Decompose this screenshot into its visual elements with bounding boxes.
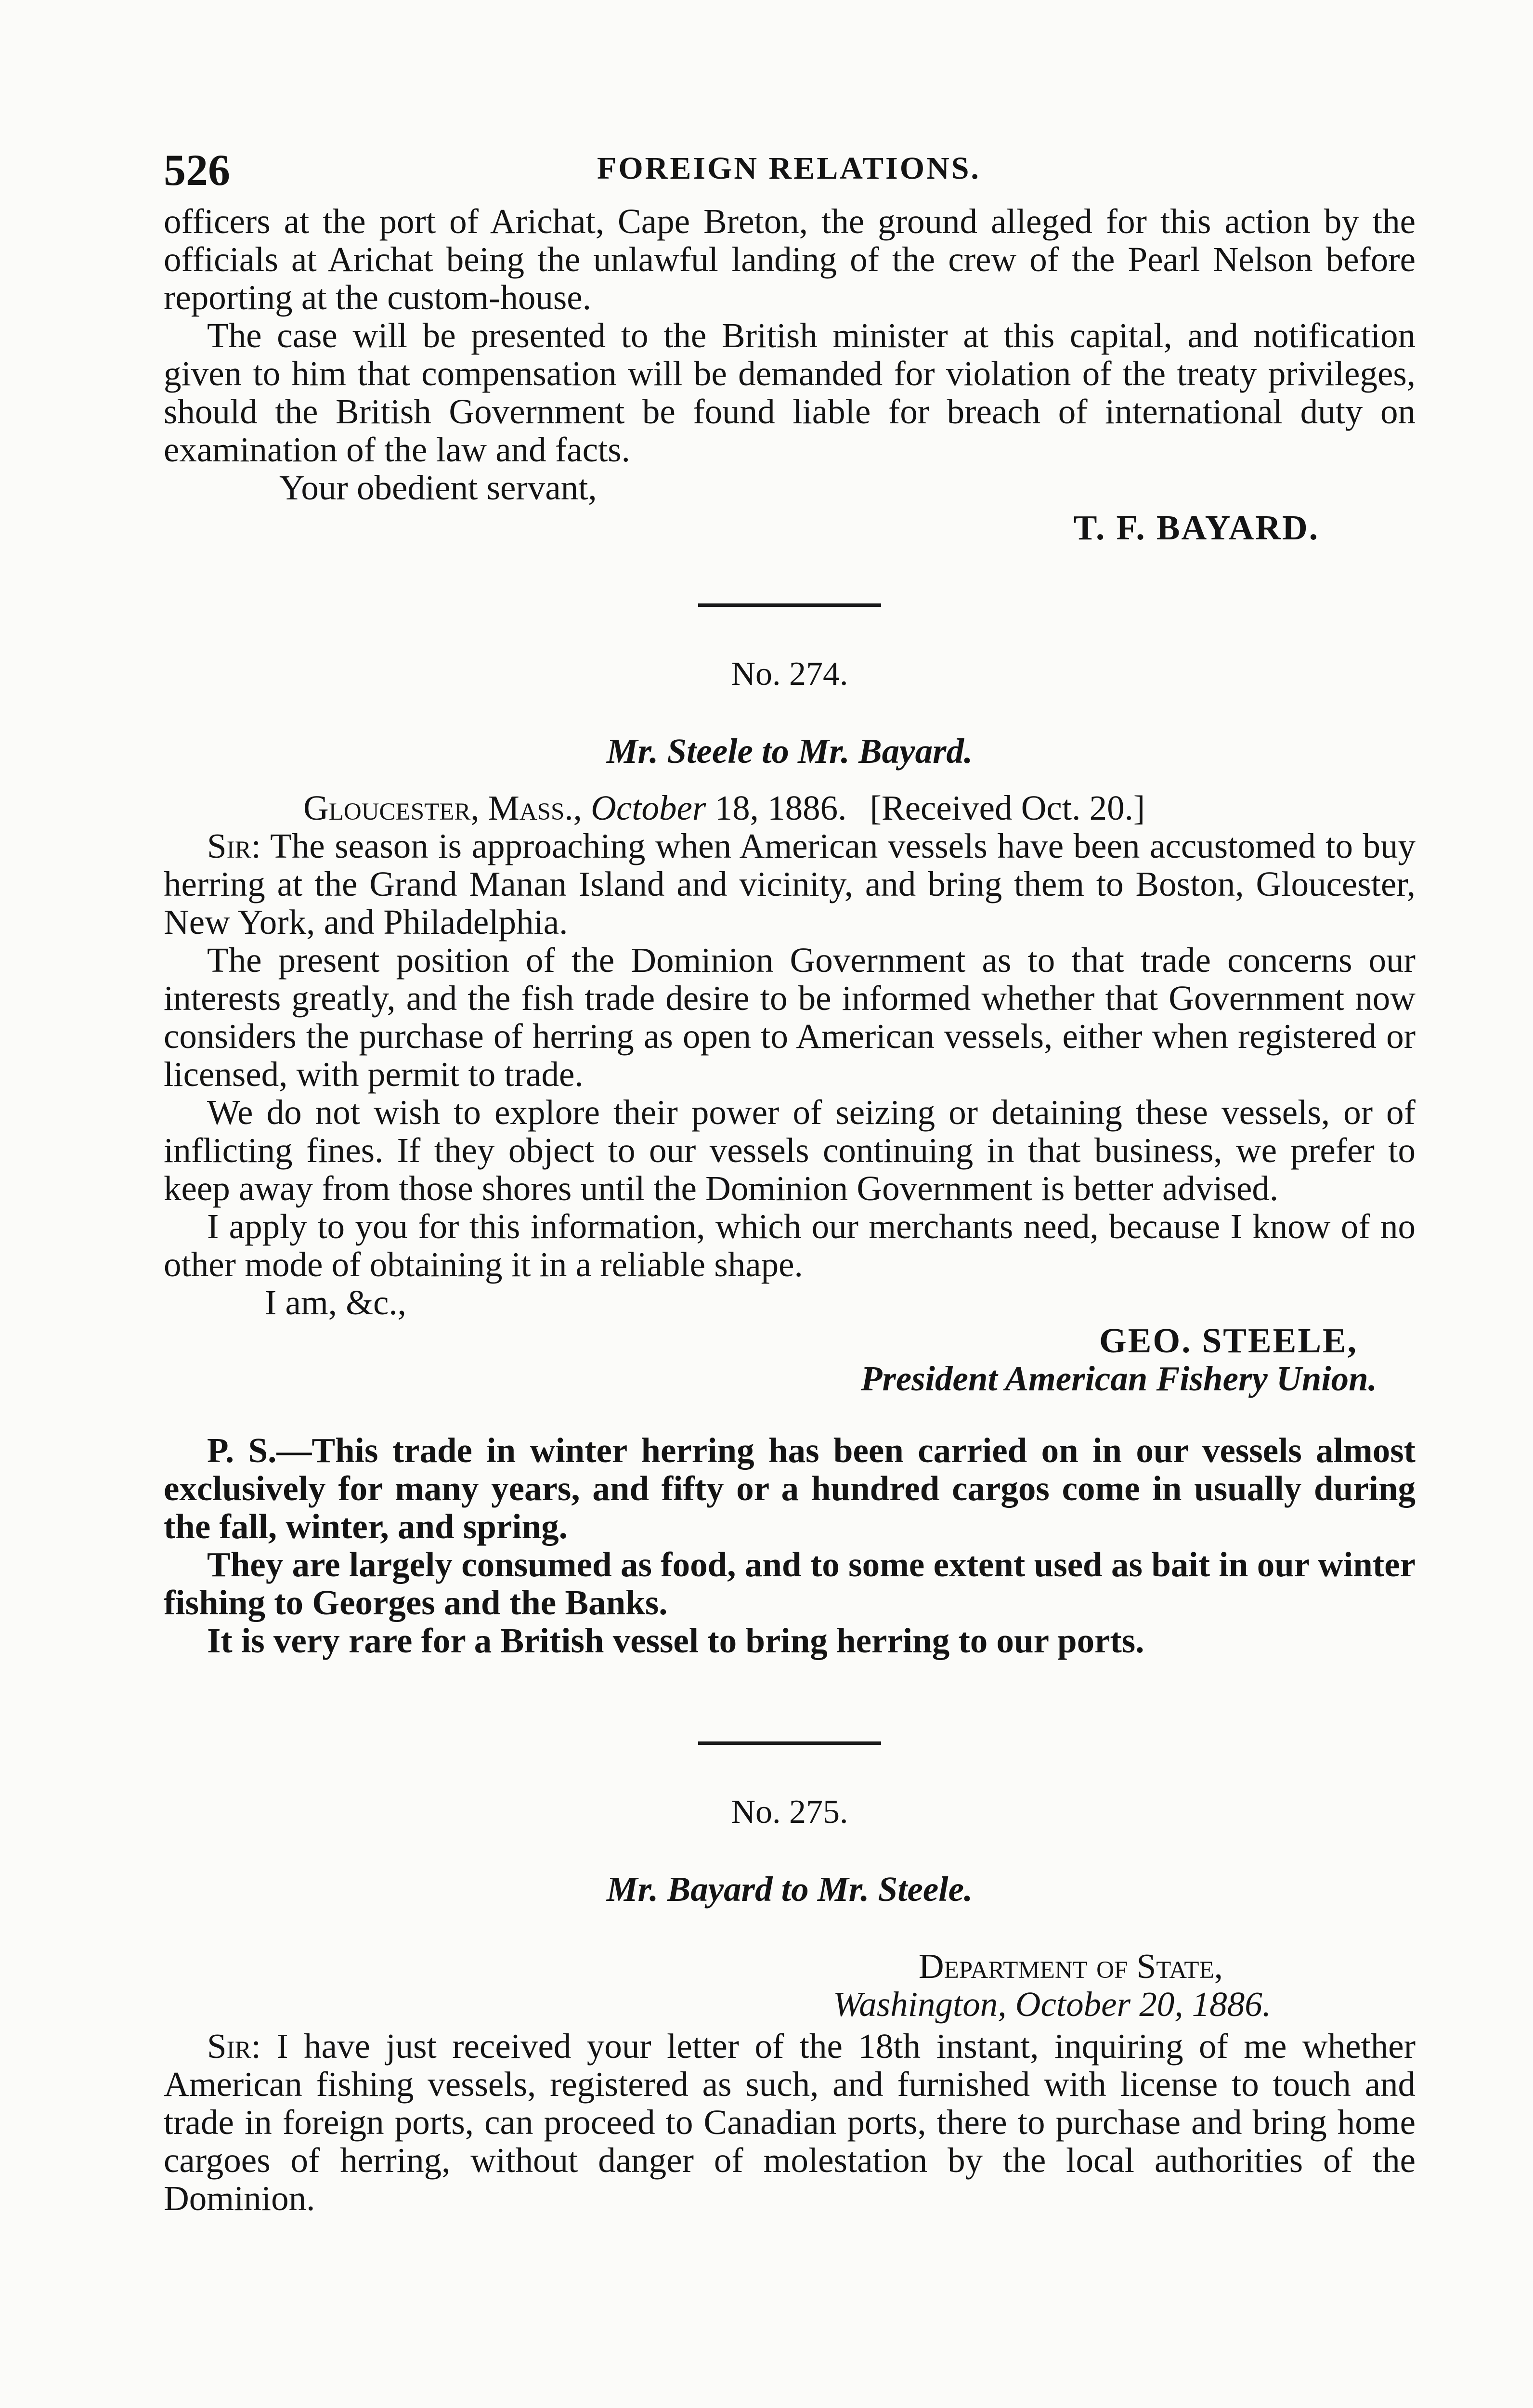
date-month: October (591, 788, 706, 827)
paragraph: P. S.—This trade in winter herring has been carried on in our vessels almost exclusively for many years, and fifty or a hundred cargos come in usually during the fall, winter, and spring. (164, 1431, 1416, 1546)
signature: GEO. STEELE, (1099, 1321, 1358, 1360)
section-divider (698, 603, 881, 607)
running-head: FOREIGN RELATIONS. (597, 151, 981, 186)
paragraph (164, 2027, 1416, 2217)
document-number: No. 274. (731, 655, 848, 693)
received-note: [Received Oct. 20.] (870, 788, 1145, 827)
paragraph (164, 827, 1416, 941)
page-number: 526 (164, 145, 230, 195)
date: 18, 1886. (715, 788, 847, 827)
department: Department of State, (918, 1947, 1223, 1986)
postscript (164, 1431, 1416, 1660)
salutation: Sir: (207, 2027, 261, 2066)
salutation: Sir: (207, 826, 261, 865)
document-number: No. 275. (731, 1793, 848, 1831)
document-title: Mr. Bayard to Mr. Steele. (606, 1870, 973, 1909)
section-divider (698, 1741, 881, 1745)
paragraph: It is very rare for a British vessel to bring herring to our ports. (207, 1621, 1144, 1660)
closing: I am, &c., (265, 1283, 406, 1322)
signature: T. F. BAYARD. (1073, 508, 1319, 547)
dateline (164, 789, 1416, 827)
paragraph: They are largely consumed as food, and to some extent used as bait in our winter fishing to Georges and the Banks. (164, 1545, 1416, 1622)
place: Gloucester, (303, 788, 480, 827)
document-page (164, 130, 1416, 2217)
paragraph: officers at the port of Arichat, Cape Breton, the ground alleged for this action by the officials at Arichat being the unlawful landing of the crew of the Pearl Nelson before reporting at the custom-house. (164, 202, 1416, 317)
paragraph: The present position of the Dominion Government as to that trade concerns our interests greatly, and the fish trade desire to be informed whether that Government now considers the purchase of herring as open to American vessels, either when registered or licensed, with permit to trade. (164, 941, 1416, 1094)
paragraph-text: I have just received your letter of the 18th instant, inquiring of me whether American fishing vessels, registered as such, and furnished with license to touch and trade in foreign ports, can proceed to Canadian ports, there to purchase and bring home cargoes of herring, without danger of molestation by the local authorities of the Dominion. (164, 2027, 1416, 2218)
paragraph: The case will be presented to the British minister at this capital, and notification given to him that compensation will be demanded for violation of the treaty privileges, should the British Government be found liable for breach of international duty on examination of the law and facts. (164, 316, 1416, 469)
signature-title: President American Fishery Union. (860, 1359, 1377, 1398)
closing: Your obedient servant, (279, 468, 597, 507)
state: Mass., (488, 788, 582, 827)
paragraph: We do not wish to explore their power of seizing or detaining these vessels, or of inflicting fines. If they object to our vessels continuing in that business, we prefer to keep away from those shores until the Dominion Government is better advised. (164, 1093, 1416, 1208)
page-header (164, 130, 1416, 202)
paragraph-text: The season is approaching when American vessels have been accustomed to buy herring at the Grand Manan Island and vicinity, and bring them to Boston, Gloucester, New York, and Philadelphia. (164, 826, 1416, 942)
document-title: Mr. Steele to Mr. Bayard. (606, 732, 973, 771)
paragraph: I apply to you for this information, which our merchants need, because I know of no other mode of obtaining it in a reliable shape. (164, 1207, 1416, 1284)
place-date: Washington, October 20, 1886. (833, 1985, 1271, 2024)
